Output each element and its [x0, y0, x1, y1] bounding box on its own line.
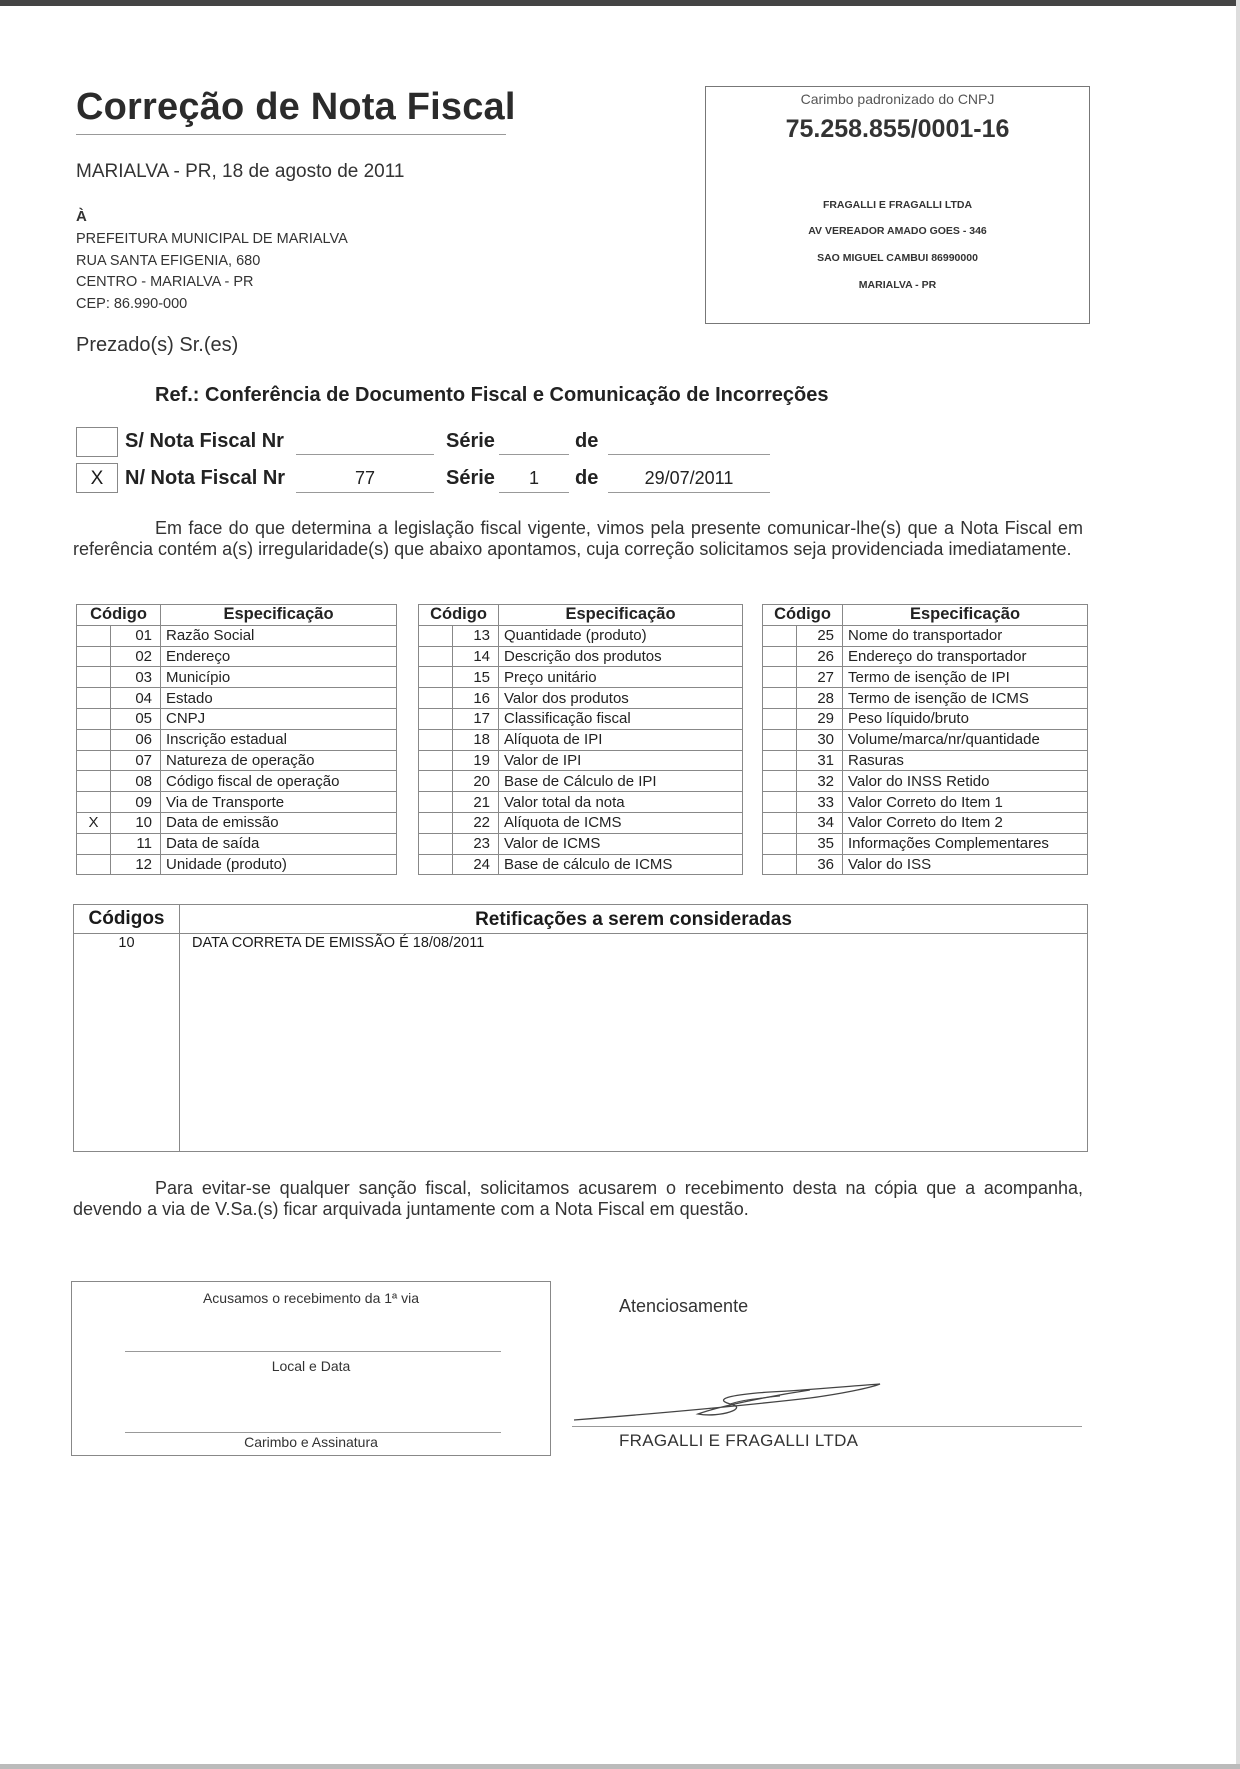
spec-row	[419, 688, 743, 709]
nota-label: S/ Nota Fiscal Nr	[125, 430, 284, 452]
receipt-box	[71, 1281, 551, 1456]
spec-table-body	[763, 625, 1088, 875]
spec-row	[419, 729, 743, 750]
spec-description: Termo de isenção de IPI	[843, 667, 1088, 688]
retificacoes-header-divider	[74, 933, 1087, 934]
spec-mark[interactable]	[77, 854, 111, 875]
spec-row	[763, 854, 1088, 875]
spec-mark[interactable]	[763, 771, 797, 792]
spec-description: Descrição dos produtos	[499, 646, 743, 667]
spec-description: Alíquota de IPI	[499, 729, 743, 750]
spec-description: Valor Correto do Item 1	[843, 792, 1088, 813]
recipient-line: PREFEITURA MUNICIPAL DE MARIALVA	[76, 231, 348, 247]
spec-row	[763, 667, 1088, 688]
spec-row	[419, 854, 743, 875]
spec-row	[763, 792, 1088, 813]
spec-mark[interactable]	[419, 708, 453, 729]
retificacoes-box	[73, 904, 1088, 1152]
recipient-line: CENTRO - MARIALVA - PR	[76, 274, 254, 290]
spec-code: 02	[111, 646, 161, 667]
signatory-company: FRAGALLI E FRAGALLI LTDA	[619, 1431, 859, 1450]
stamp-city: MARIALVA - PR	[858, 279, 937, 291]
nota-numero-line	[296, 492, 434, 493]
spec-description: Valor do INSS Retido	[843, 771, 1088, 792]
spec-row	[77, 771, 397, 792]
spec-row	[419, 792, 743, 813]
spec-code: 12	[111, 854, 161, 875]
spec-code: 24	[453, 854, 499, 875]
spec-mark[interactable]	[763, 625, 797, 646]
spec-row	[763, 833, 1088, 854]
spec-mark[interactable]	[419, 750, 453, 771]
spec-description: Classificação fiscal	[499, 708, 743, 729]
stamp-company: FRAGALLI E FRAGALLI LTDA	[822, 199, 973, 211]
spec-mark[interactable]	[419, 833, 453, 854]
spec-description: CNPJ	[161, 708, 397, 729]
spec-mark[interactable]	[763, 708, 797, 729]
spec-description: Inscrição estadual	[161, 729, 397, 750]
spec-code: 18	[453, 729, 499, 750]
scan-edge-top	[0, 0, 1240, 6]
spec-code: 08	[111, 771, 161, 792]
spec-row	[419, 771, 743, 792]
spec-mark[interactable]	[419, 729, 453, 750]
receipt-local-data: Local e Data	[271, 1358, 351, 1374]
spec-code: 19	[453, 750, 499, 771]
retificacoes-column-divider	[179, 905, 180, 1151]
spec-code: 04	[111, 688, 161, 709]
spec-code: 14	[453, 646, 499, 667]
spec-description: Valor do ISS	[843, 854, 1088, 875]
spec-mark[interactable]	[419, 792, 453, 813]
spec-row	[77, 750, 397, 771]
spec-header-spec: Especificação	[843, 605, 1088, 626]
title-underline	[76, 134, 506, 135]
spec-description: Endereço do transportador	[843, 646, 1088, 667]
spec-mark[interactable]: X	[77, 812, 111, 833]
spec-row	[763, 646, 1088, 667]
spec-header-code: Código	[77, 605, 161, 626]
spec-code: 28	[797, 688, 843, 709]
spec-code: 29	[797, 708, 843, 729]
receipt-signature-line	[125, 1432, 501, 1433]
spec-code: 36	[797, 854, 843, 875]
spec-description: Valor de IPI	[499, 750, 743, 771]
spec-description: Endereço	[161, 646, 397, 667]
receipt-title: Acusamos o recebimento da 1ª via	[202, 1290, 420, 1306]
spec-mark[interactable]	[77, 750, 111, 771]
spec-row	[77, 833, 397, 854]
document-title: Correção de Nota Fiscal	[76, 86, 516, 128]
spec-row	[77, 708, 397, 729]
spec-code: 05	[111, 708, 161, 729]
spec-row	[77, 625, 397, 646]
spec-description: Unidade (produto)	[161, 854, 397, 875]
spec-row	[763, 729, 1088, 750]
spec-code: 16	[453, 688, 499, 709]
spec-description: Data de saída	[161, 833, 397, 854]
spec-header-code: Código	[763, 605, 843, 626]
spec-mark[interactable]	[419, 771, 453, 792]
serie-value: 1	[528, 468, 539, 488]
spec-mark[interactable]	[763, 688, 797, 709]
spec-description: Volume/marca/nr/quantidade	[843, 729, 1088, 750]
nota-label: N/ Nota Fiscal Nr	[125, 467, 286, 489]
spec-code: 25	[797, 625, 843, 646]
spec-code: 23	[453, 833, 499, 854]
spec-row	[419, 750, 743, 771]
spec-row	[419, 708, 743, 729]
spec-mark[interactable]	[77, 667, 111, 688]
spec-header-spec: Especificação	[161, 605, 397, 626]
spec-header-spec: Especificação	[499, 605, 743, 626]
recipient-prefix: À	[76, 208, 87, 225]
spec-description: Peso líquido/bruto	[843, 708, 1088, 729]
spec-row	[77, 667, 397, 688]
spec-mark[interactable]	[763, 812, 797, 833]
com-nota-checkbox[interactable]: X	[76, 463, 118, 493]
serie-line	[499, 454, 569, 455]
spec-mark[interactable]	[763, 750, 797, 771]
spec-code: 34	[797, 812, 843, 833]
spec-code: 22	[453, 812, 499, 833]
spec-row	[763, 750, 1088, 771]
spec-description: Razão Social	[161, 625, 397, 646]
spec-mark[interactable]	[77, 771, 111, 792]
spec-row	[77, 812, 397, 833]
spec-mark[interactable]	[419, 688, 453, 709]
spec-code: 13	[453, 625, 499, 646]
spec-row	[77, 854, 397, 875]
spec-code: 35	[797, 833, 843, 854]
spec-mark[interactable]	[763, 854, 797, 875]
de-label: de	[575, 430, 599, 452]
spec-mark[interactable]	[419, 667, 453, 688]
spec-row	[77, 688, 397, 709]
spec-mark[interactable]	[763, 646, 797, 667]
spec-code: 33	[797, 792, 843, 813]
spec-mark[interactable]	[77, 833, 111, 854]
retificacoes-header-text: Retificações a serem consideradas	[475, 909, 792, 930]
reference-line: Ref.: Conferência de Documento Fiscal e Comunicação de Incorreções	[155, 384, 829, 406]
spec-code: 11	[111, 833, 161, 854]
nota-data-line	[608, 492, 770, 493]
handwritten-signature	[570, 1370, 890, 1426]
spec-mark[interactable]	[77, 708, 111, 729]
spec-description: Nome do transportador	[843, 625, 1088, 646]
intro-paragraph: Em face do que determina a legislação fiscal vigente, vimos pela presente comunicar-lhe(s) que a Nota Fiscal em referência contém a(s) irregularidade(s) que abaixo apontamos, cuja correção solicitamos seja providenciada imediatamente.	[73, 518, 1083, 559]
spec-description: Valor de ICMS	[499, 833, 743, 854]
spec-mark[interactable]	[77, 792, 111, 813]
spec-description: Base de Cálculo de IPI	[499, 771, 743, 792]
spec-mark[interactable]	[419, 646, 453, 667]
nota-numero-line	[296, 454, 434, 455]
scan-edge-bottom	[0, 1764, 1240, 1769]
spec-row	[419, 646, 743, 667]
spec-row	[419, 625, 743, 646]
spec-mark[interactable]	[419, 812, 453, 833]
retificacoes-header-codes: Códigos	[88, 908, 165, 929]
spec-code: 09	[111, 792, 161, 813]
spec-description: Preço unitário	[499, 667, 743, 688]
spec-table-2	[418, 604, 743, 875]
spec-code: 21	[453, 792, 499, 813]
nota-numero: 77	[354, 468, 376, 488]
spec-description: Valor total da nota	[499, 792, 743, 813]
spec-description: Valor Correto do Item 2	[843, 812, 1088, 833]
spec-mark[interactable]	[419, 625, 453, 646]
spec-description: Informações Complementares	[843, 833, 1088, 854]
serie-line	[499, 492, 569, 493]
spec-row	[77, 792, 397, 813]
sem-nota-checkbox[interactable]	[76, 427, 118, 457]
recipient-line: CEP: 86.990-000	[76, 296, 188, 312]
retificacao-text: DATA CORRETA DE EMISSÃO É 18/08/2011	[192, 935, 485, 951]
spec-mark[interactable]	[77, 646, 111, 667]
spec-code: 30	[797, 729, 843, 750]
spec-table-1	[76, 604, 397, 875]
spec-row	[419, 833, 743, 854]
stamp-district: SAO MIGUEL CAMBUI 86990000	[817, 252, 978, 264]
spec-description: Termo de isenção de ICMS	[843, 688, 1088, 709]
spec-mark[interactable]	[763, 833, 797, 854]
spec-code: 31	[797, 750, 843, 771]
spec-code: 17	[453, 708, 499, 729]
spec-description: Rasuras	[843, 750, 1088, 771]
spec-mark[interactable]	[763, 792, 797, 813]
spec-code: 26	[797, 646, 843, 667]
spec-mark[interactable]	[77, 688, 111, 709]
date-line: MARIALVA - PR, 18 de agosto de 2011	[76, 161, 405, 182]
spec-description: Código fiscal de operação	[161, 771, 397, 792]
spec-mark[interactable]	[763, 729, 797, 750]
spec-code: 01	[111, 625, 161, 646]
cnpj-stamp	[705, 86, 1090, 324]
recipient-line: RUA SANTA EFIGENIA, 680	[76, 253, 261, 269]
spec-table-body	[419, 625, 743, 875]
retificacao-code: 10	[118, 935, 135, 951]
spec-description: Estado	[161, 688, 397, 709]
spec-mark[interactable]	[419, 854, 453, 875]
spec-row	[763, 708, 1088, 729]
spec-row	[419, 812, 743, 833]
spec-row	[763, 688, 1088, 709]
de-label: de	[575, 467, 599, 489]
spec-description: Natureza de operação	[161, 750, 397, 771]
spec-description: Via de Transporte	[161, 792, 397, 813]
nota-data-line	[608, 454, 770, 455]
spec-header-code: Código	[419, 605, 499, 626]
spec-row	[77, 729, 397, 750]
greeting: Prezado(s) Sr.(es)	[76, 334, 239, 356]
spec-row	[763, 812, 1088, 833]
stamp-title: Carimbo padronizado do CNPJ	[800, 91, 995, 107]
scan-edge-right	[1236, 0, 1240, 1769]
spec-code: 07	[111, 750, 161, 771]
spec-table-body	[77, 625, 397, 875]
spec-table-3	[762, 604, 1088, 875]
spec-code: 03	[111, 667, 161, 688]
serie-label: Série	[446, 430, 495, 452]
spec-code: 27	[797, 667, 843, 688]
spec-row	[763, 771, 1088, 792]
spec-code: 15	[453, 667, 499, 688]
spec-code: 32	[797, 771, 843, 792]
spec-description: Data de emissão	[161, 812, 397, 833]
spec-description: Valor dos produtos	[499, 688, 743, 709]
closing-salutation: Atenciosamente	[619, 1296, 749, 1316]
spec-description: Alíquota de ICMS	[499, 812, 743, 833]
spec-row	[419, 667, 743, 688]
spec-code: 20	[453, 771, 499, 792]
closing-paragraph: Para evitar-se qualquer sanção fiscal, solicitamos acusarem o recebimento desta na cópia que a acompanha, devendo a via de V.Sa.(s) ficar arquivada juntamente com a Nota Fiscal em questão.	[73, 1178, 1083, 1219]
stamp-address: AV VEREADOR AMADO GOES - 346	[808, 225, 987, 237]
spec-mark[interactable]	[77, 625, 111, 646]
spec-row	[77, 646, 397, 667]
spec-code: 10	[111, 812, 161, 833]
stamp-cnpj: 75.258.855/0001-16	[785, 115, 1010, 143]
spec-mark[interactable]	[763, 667, 797, 688]
receipt-carimbo: Carimbo e Assinatura	[244, 1434, 378, 1450]
spec-description: Município	[161, 667, 397, 688]
serie-label: Série	[446, 467, 495, 489]
spec-row	[763, 625, 1088, 646]
nota-data: 29/07/2011	[644, 468, 734, 488]
signature-line	[572, 1426, 1082, 1427]
spec-code: 06	[111, 729, 161, 750]
spec-mark[interactable]	[77, 729, 111, 750]
spec-description: Base de cálculo de ICMS	[499, 854, 743, 875]
spec-description: Quantidade (produto)	[499, 625, 743, 646]
receipt-local-line	[125, 1351, 501, 1352]
